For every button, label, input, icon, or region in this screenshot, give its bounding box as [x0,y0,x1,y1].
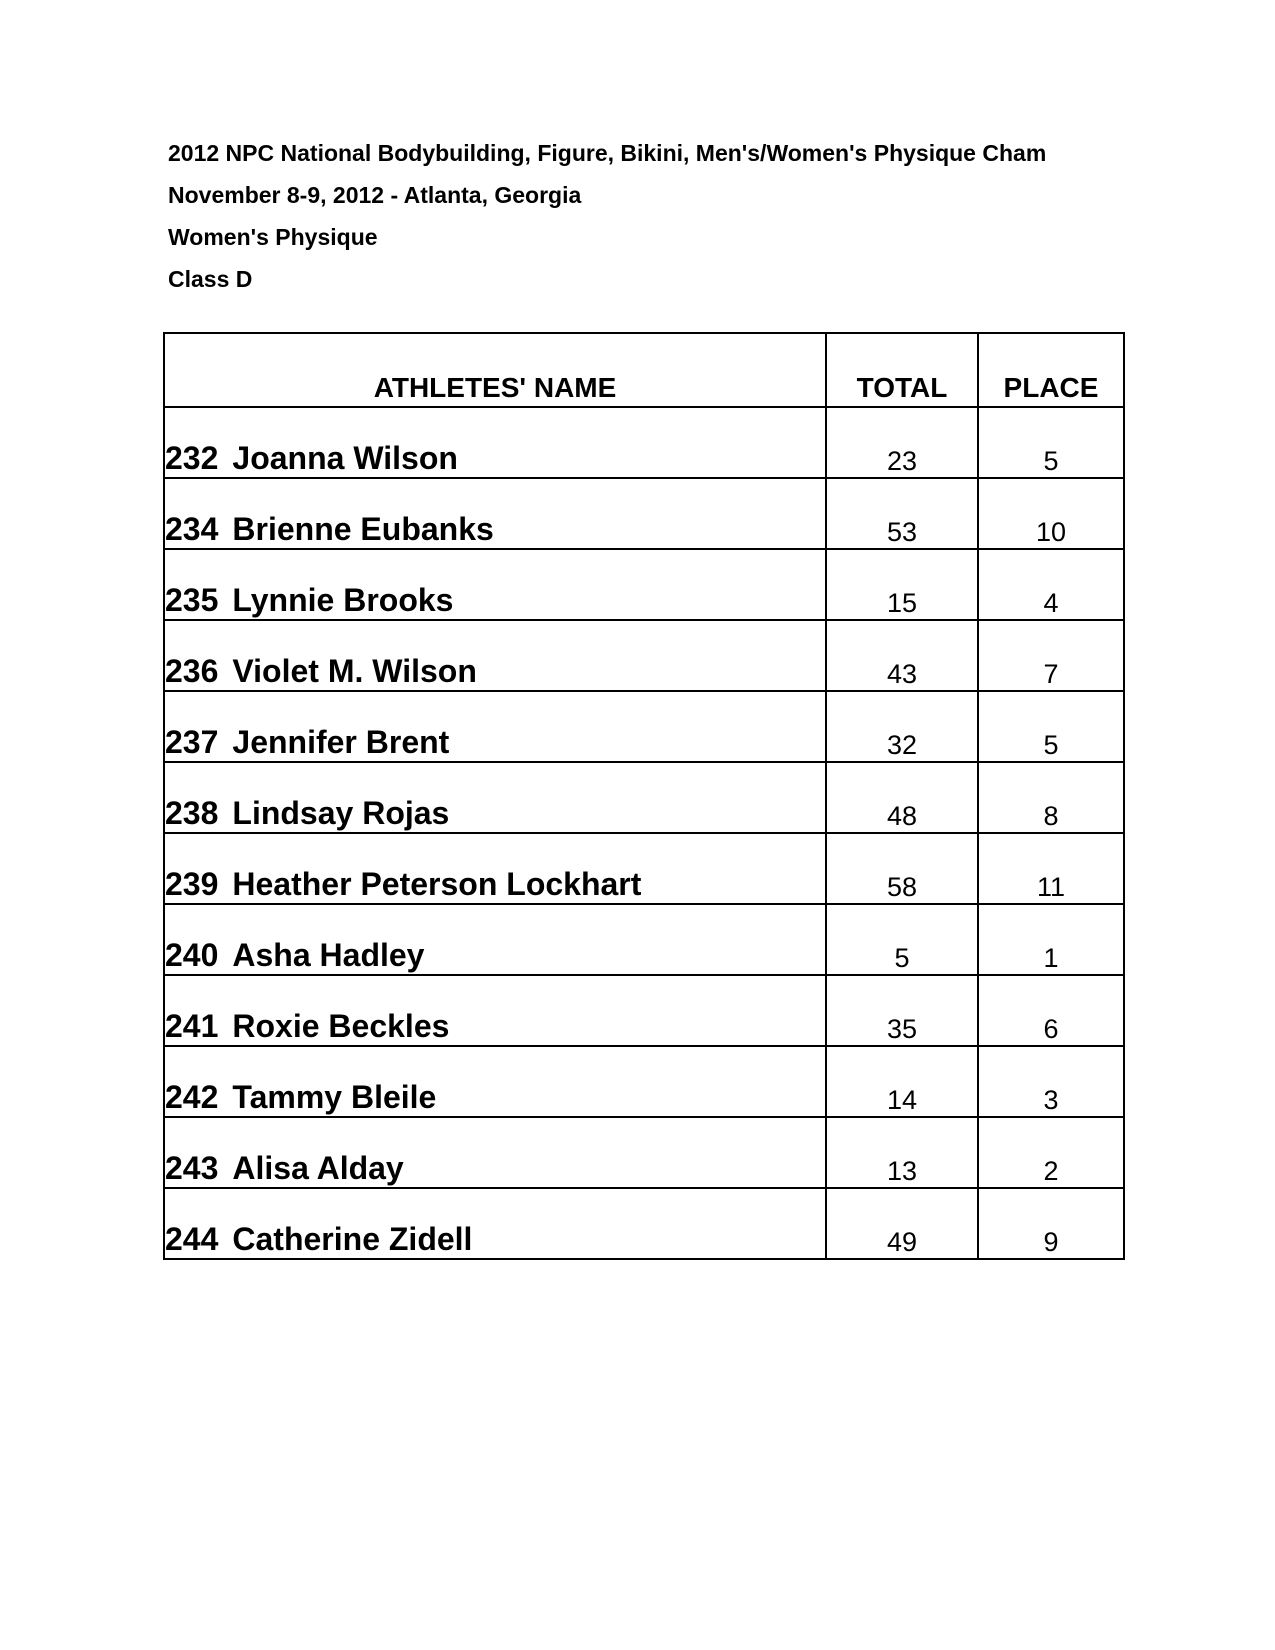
athlete-name: Lynnie Brooks [232,582,454,618]
table-row [164,1117,1124,1188]
athlete-number: 244 [165,1221,219,1257]
athlete-number: 243 [165,1150,219,1186]
table-row [164,975,1124,1046]
total-cell: 43 [826,620,978,691]
athlete-cell [164,1117,826,1188]
column-header-total: TOTAL [826,333,978,407]
place-cell: 7 [978,620,1124,691]
results-table [163,332,1125,1260]
table-row [164,833,1124,904]
total-cell: 15 [826,549,978,620]
place-cell: 2 [978,1117,1124,1188]
total-cell: 5 [826,904,978,975]
athlete-cell [164,691,826,762]
athlete-number: 232 [165,440,219,476]
athlete-cell [164,833,826,904]
total-cell: 48 [826,762,978,833]
place-cell: 11 [978,833,1124,904]
table-row [164,1188,1124,1259]
place-cell: 3 [978,1046,1124,1117]
athlete-name: Lindsay Rojas [232,795,450,831]
event-date-location: November 8-9, 2012 - Atlanta, Georgia [168,182,582,208]
place-cell: 5 [978,691,1124,762]
athlete-name: Jennifer Brent [232,724,450,760]
total-cell: 58 [826,833,978,904]
athlete-name: Tammy Bleile [232,1079,437,1115]
athlete-cell [164,904,826,975]
column-header-name: ATHLETES' NAME [164,333,826,407]
athlete-name: Asha Hadley [232,937,425,973]
table-row [164,407,1124,478]
place-cell: 5 [978,407,1124,478]
athlete-name: Alisa Alday [232,1150,404,1186]
event-title: 2012 NPC National Bodybuilding, Figure, Bikini, Men's/Women's Physique Cham [168,140,1047,166]
column-header-place: PLACE [978,333,1124,407]
place-cell: 4 [978,549,1124,620]
table-row [164,904,1124,975]
athlete-number: 240 [165,937,219,973]
total-cell: 49 [826,1188,978,1259]
total-cell: 23 [826,407,978,478]
athlete-cell [164,762,826,833]
athlete-number: 239 [165,866,219,902]
table-row [164,478,1124,549]
athlete-number: 236 [165,653,219,689]
athlete-number: 238 [165,795,219,831]
place-cell: 9 [978,1188,1124,1259]
table-row [164,762,1124,833]
table-row [164,549,1124,620]
total-cell: 32 [826,691,978,762]
division-name: Women's Physique [168,224,378,250]
place-cell: 8 [978,762,1124,833]
athlete-cell [164,975,826,1046]
athlete-name: Joanna Wilson [232,440,458,476]
athlete-number: 237 [165,724,219,760]
athlete-number: 235 [165,582,219,618]
place-cell: 6 [978,975,1124,1046]
athlete-cell [164,1188,826,1259]
table-row [164,691,1124,762]
place-cell: 1 [978,904,1124,975]
place-cell: 10 [978,478,1124,549]
table-header-row [164,333,1124,407]
athlete-number: 241 [165,1008,219,1044]
athlete-cell [164,478,826,549]
athlete-number: 242 [165,1079,219,1115]
total-cell: 53 [826,478,978,549]
total-cell: 13 [826,1117,978,1188]
total-cell: 35 [826,975,978,1046]
total-cell: 14 [826,1046,978,1117]
table-row [164,620,1124,691]
athlete-name: Brienne Eubanks [232,511,494,547]
athlete-name: Catherine Zidell [232,1221,473,1257]
athlete-cell [164,1046,826,1117]
athlete-name: Violet M. Wilson [232,653,477,689]
athlete-name: Roxie Beckles [232,1008,450,1044]
athlete-number: 234 [165,511,219,547]
athlete-cell [164,549,826,620]
athlete-cell [164,407,826,478]
athlete-cell [164,620,826,691]
athlete-name: Heather Peterson Lockhart [232,866,642,902]
document-header [168,132,1128,300]
table-row [164,1046,1124,1117]
class-name: Class D [168,266,253,292]
